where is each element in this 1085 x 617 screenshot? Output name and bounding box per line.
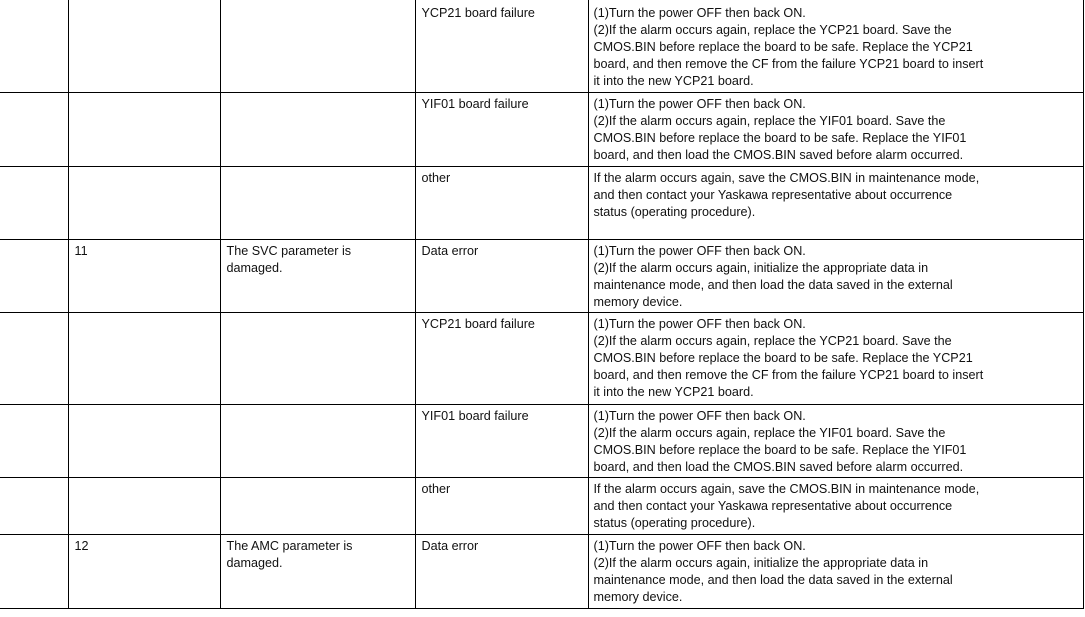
table-row <box>0 534 1083 608</box>
remedy-line: (1)Turn the power OFF then back ON. <box>593 316 806 331</box>
remedy-cell <box>588 166 1083 239</box>
remedy-line: board, and then load the CMOS.BIN saved before alarm occurred. <box>593 459 964 474</box>
blank-cell <box>0 239 68 312</box>
remedy-line: maintenance mode, and then load the data saved in the external <box>593 572 953 587</box>
table-row <box>0 166 1083 239</box>
remedy-line: board, and then load the CMOS.BIN saved before alarm occurred. <box>593 147 964 162</box>
cause-cell: other <box>415 477 588 534</box>
remedy-cell <box>588 404 1083 477</box>
remedy-line: CMOS.BIN before replace the board to be safe. Replace the YCP21 <box>593 350 973 365</box>
cause-cell: YCP21 board failure <box>415 0 588 92</box>
remedy-line: CMOS.BIN before replace the board to be safe. Replace the YIF01 <box>593 130 967 145</box>
blank-cell <box>0 0 68 92</box>
remedy-cell <box>588 477 1083 534</box>
remedy-cell <box>588 312 1083 404</box>
remedy-line: (2)If the alarm occurs again, replace the YCP21 board. Save the <box>593 23 952 37</box>
remedy-line: and then contact your Yaskawa representative about occurrence <box>593 187 953 202</box>
cause-cell: Data error <box>415 239 588 312</box>
remedy-line: CMOS.BIN before replace the board to be safe. Replace the YCP21 <box>593 40 973 54</box>
blank-cell <box>0 92 68 166</box>
remedy-line: (2)If the alarm occurs again, replace the YIF01 board. Save the <box>593 113 946 128</box>
remedy-line: (1)Turn the power OFF then back ON. <box>593 243 806 258</box>
remedy-cell <box>588 239 1083 312</box>
remedy-cell <box>588 534 1083 608</box>
table-row <box>0 92 1083 166</box>
alarm-number-cell <box>68 312 220 404</box>
cause-cell: YCP21 board failure <box>415 312 588 404</box>
alarm-content-cell <box>220 404 415 477</box>
alarm-content-cell <box>220 0 415 92</box>
alarm-content-cell <box>220 312 415 404</box>
blank-cell <box>0 404 68 477</box>
remedy-line: (1)Turn the power OFF then back ON. <box>593 408 806 423</box>
table-row <box>0 404 1083 477</box>
table-row <box>0 239 1083 312</box>
remedy-line: CMOS.BIN before replace the board to be safe. Replace the YIF01 <box>593 442 967 457</box>
remedy-line: status (operating procedure). <box>593 204 756 219</box>
table-row <box>0 312 1083 404</box>
remedy-line: (2)If the alarm occurs again, replace the YIF01 board. Save the <box>593 425 946 440</box>
remedy-line: it into the new YCP21 board. <box>593 384 754 399</box>
alarm-number-cell <box>68 477 220 534</box>
table-row <box>0 477 1083 534</box>
alarm-number-cell <box>68 166 220 239</box>
alarm-content-cell: The SVC parameter is damaged. <box>220 239 415 312</box>
remedy-line: (2)If the alarm occurs again, initialize the appropriate data in <box>593 260 929 275</box>
remedy-line: status (operating procedure). <box>593 515 756 530</box>
remedy-line: (1)Turn the power OFF then back ON. <box>593 96 806 111</box>
alarm-number-cell <box>68 404 220 477</box>
alarm-content-cell <box>220 477 415 534</box>
remedy-line: (2)If the alarm occurs again, replace the YCP21 board. Save the <box>593 333 952 348</box>
remedy-line: (2)If the alarm occurs again, initialize the appropriate data in <box>593 555 929 570</box>
remedy-line: (1)Turn the power OFF then back ON. <box>593 538 806 553</box>
blank-cell <box>0 477 68 534</box>
blank-cell <box>0 312 68 404</box>
blank-cell <box>0 534 68 608</box>
cause-cell: YIF01 board failure <box>415 92 588 166</box>
alarm-content-cell <box>220 92 415 166</box>
remedy-line: If the alarm occurs again, save the CMOS.BIN in maintenance mode, <box>593 481 980 496</box>
remedy-line: and then contact your Yaskawa representative about occurrence <box>593 498 953 513</box>
alarm-number-cell: 12 <box>68 534 220 608</box>
remedy-line: it into the new YCP21 board. <box>593 74 754 88</box>
cause-cell: other <box>415 166 588 239</box>
remedy-line: board, and then remove the CF from the failure YCP21 board to insert <box>593 367 984 382</box>
table-row <box>0 0 1083 92</box>
cause-cell: YIF01 board failure <box>415 404 588 477</box>
remedy-line: memory device. <box>593 589 683 604</box>
remedy-line: board, and then remove the CF from the failure YCP21 board to insert <box>593 57 984 71</box>
alarm-content-cell: The AMC parameter is damaged. <box>220 534 415 608</box>
alarm-number-cell <box>68 92 220 166</box>
remedy-line: maintenance mode, and then load the data saved in the external <box>593 277 953 292</box>
remedy-cell <box>588 0 1083 92</box>
blank-cell <box>0 166 68 239</box>
remedy-line: memory device. <box>593 294 683 309</box>
alarm-content-cell <box>220 166 415 239</box>
remedy-line: If the alarm occurs again, save the CMOS.BIN in maintenance mode, <box>593 170 980 185</box>
alarm-number-cell <box>68 0 220 92</box>
remedy-cell <box>588 92 1083 166</box>
remedy-line: (1)Turn the power OFF then back ON. <box>593 6 806 20</box>
alarm-number-cell: 11 <box>68 239 220 312</box>
cause-cell: Data error <box>415 534 588 608</box>
